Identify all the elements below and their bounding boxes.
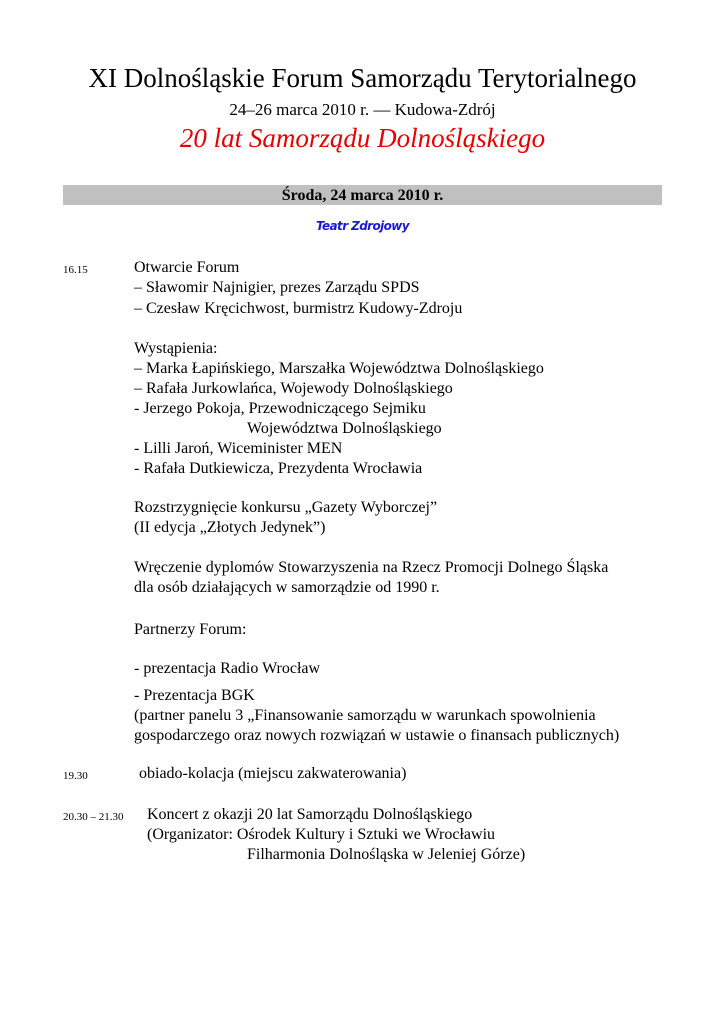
program-line: Koncert z okazji 20 lat Samorządu Dolnośląskiego [147, 806, 473, 823]
program-line: - Prezentacja BGK [134, 687, 255, 704]
program-line: - Lilli Jaroń, Wiceminister MEN [134, 440, 343, 457]
program-line: - Jerzego Pokoja, Przewodniczącego Sejmiku [134, 400, 426, 417]
day-header-band [63, 185, 662, 205]
program-line: - Rafała Dutkiewicza, Prezydenta Wrocławia [134, 460, 423, 477]
program-line: – Czesław Kręcichwost, burmistrz Kudowy-Zdroju [134, 300, 463, 317]
program-line: gospodarczego oraz nowych rozwiązań w ustawie o finansach publicznych) [134, 727, 620, 744]
program-line: Wręczenie dyplomów Stowarzyszenia na Rzecz Promocji Dolnego Śląska [134, 559, 609, 576]
program-line: Partnerzy Forum: [134, 621, 247, 638]
program-line: (partner panelu 3 „Finansowanie samorządu w warunkach spowolnienia [134, 707, 596, 724]
program-line: dla osób działających w samorządzie od 1990 r. [134, 579, 440, 596]
program-line: obiado-kolacja (miejscu zakwaterowania) [139, 765, 407, 782]
program-line: - prezentacja Radio Wrocław [134, 660, 321, 677]
session-time: 19.30 [63, 770, 88, 782]
session-time: 16.15 [63, 264, 88, 276]
program-line: – Sławomir Najnigier, prezes Zarządu SPDS [134, 279, 420, 296]
program-line: – Marka Łapińskiego, Marszałka Województwa Dolnośląskiego [134, 360, 544, 377]
program-line: – Rafała Jurkowlańca, Wojewody Dolnośląskiego [134, 380, 453, 397]
event-dates-location: 24–26 marca 2010 r. — Kudowa-Zdrój [229, 100, 496, 119]
document-title: XI Dolnośląskie Forum Samorządu Terytorialnego [88, 63, 637, 93]
session-time: 20.30 – 21.30 [63, 811, 124, 823]
program-line: (II edycja „Złotych Jedynek”) [134, 519, 326, 536]
program-line: (Organizator: Ośrodek Kultury i Sztuki we Wrocławiu [147, 826, 496, 843]
venue-label: Teatr Zdrojowy [315, 219, 410, 233]
program-line: Województwa Dolnośląskiego [247, 420, 442, 437]
document-subtitle: 20 lat Samorządu Dolnośląskiego [179, 123, 546, 153]
program-line: Otwarcie Forum [134, 259, 240, 276]
day-label: Środa, 24 marca 2010 r. [281, 187, 444, 204]
program-line: Filharmonia Dolnośląska w Jeleniej Górze) [247, 846, 526, 863]
program-line: Rozstrzygnięcie konkursu „Gazety Wyborczej” [134, 499, 438, 516]
program-line: Wystąpienia: [134, 340, 218, 357]
